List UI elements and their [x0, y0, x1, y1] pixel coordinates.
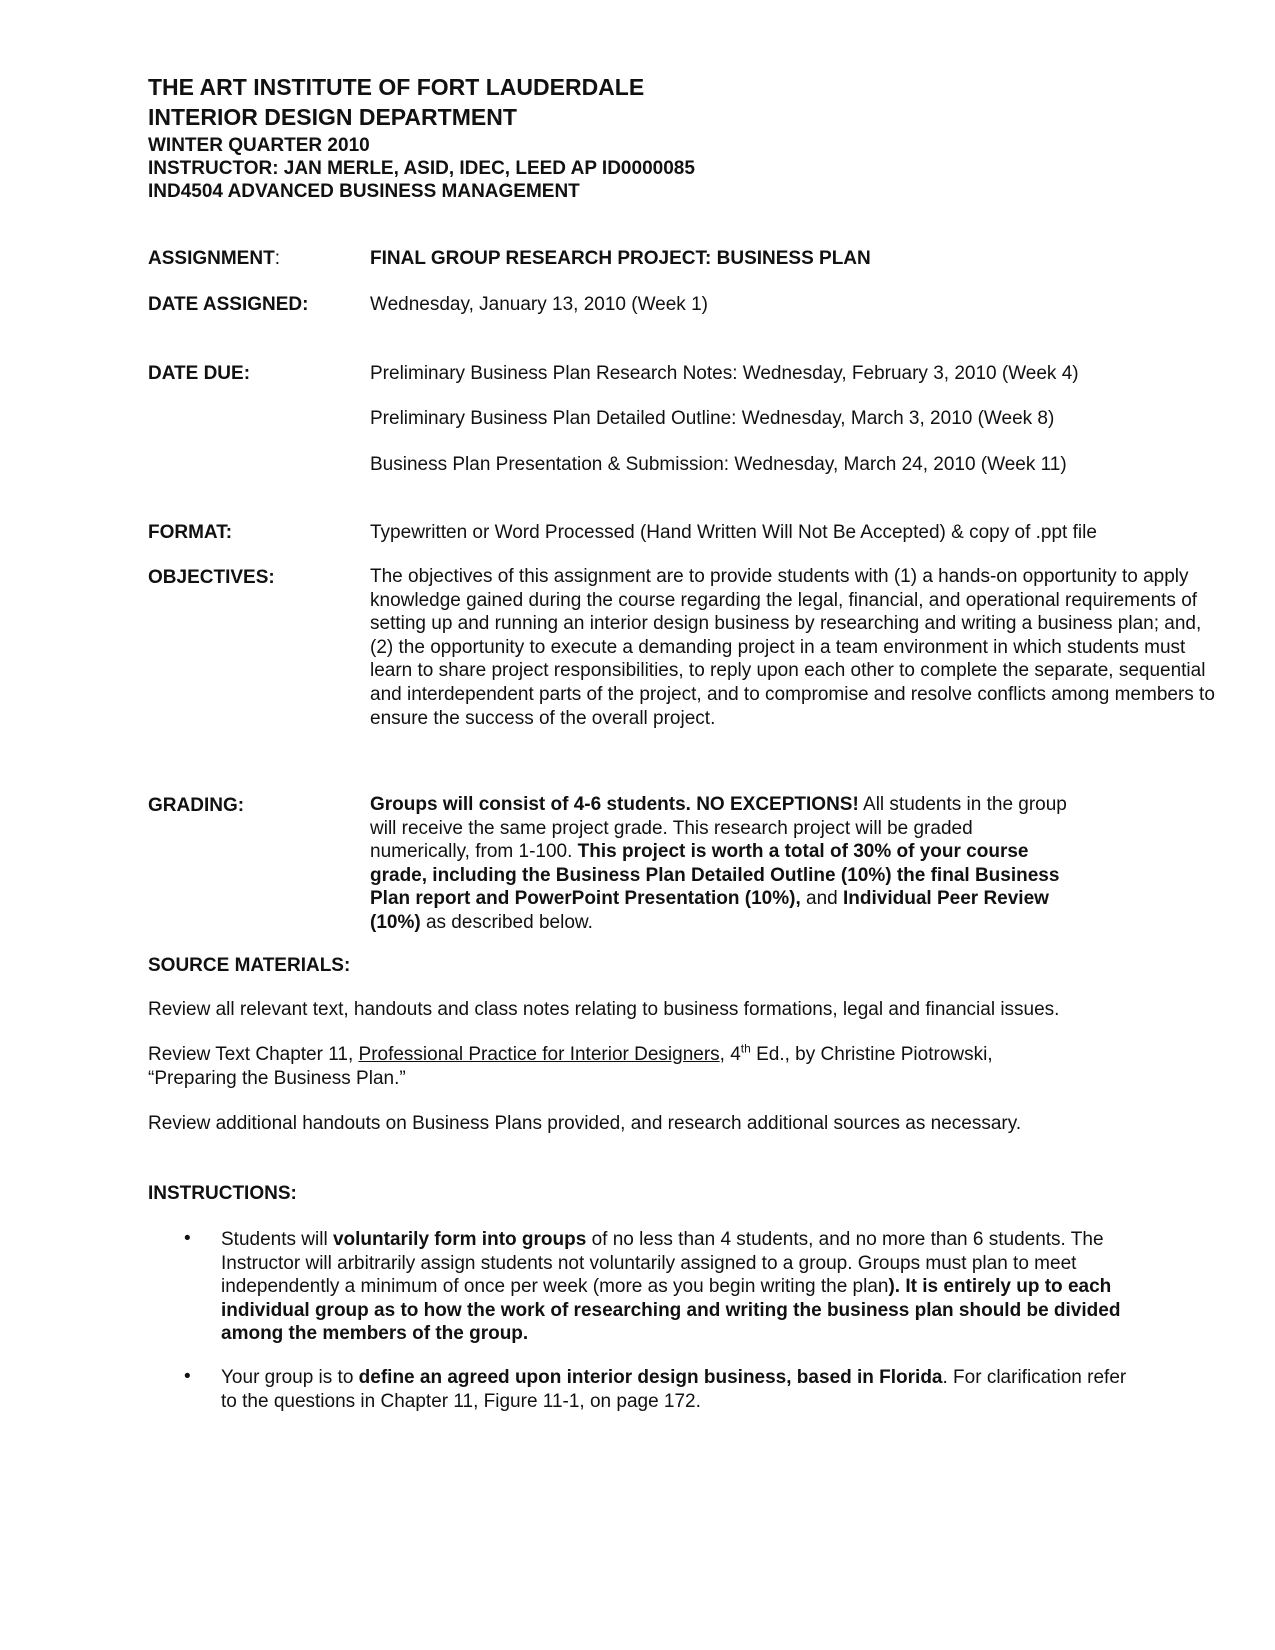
department-title: INTERIOR DESIGN DEPARTMENT: [148, 104, 517, 130]
objectives-label: OBJECTIVES:: [148, 567, 275, 588]
date-due-label: DATE DUE:: [148, 363, 251, 384]
book-title: Professional Practice for Interior Designers: [358, 1044, 720, 1065]
instructions-label: INSTRUCTIONS:: [148, 1183, 297, 1204]
date-assigned-value: Wednesday, January 13, 2010 (Week 1): [370, 294, 708, 315]
quarter-line: WINTER QUARTER 2010: [148, 135, 370, 156]
date-due-item: Preliminary Business Plan Research Notes: Wednesday, February 3, 2010 (Week 4): [370, 363, 1079, 384]
bullet-icon: •: [184, 1366, 191, 1387]
list-item: Your group is to define an agreed upon interior design business, based in Florida. For clarification refer to the questions in Chapter 11, Figure 11-1, on page 172.: [221, 1367, 1127, 1412]
format-value: Typewritten or Word Processed (Hand Written Will Not Be Accepted) & copy of .ppt file: [370, 522, 1097, 543]
assignment-value: FINAL GROUP RESEARCH PROJECT: BUSINESS PLAN: [370, 248, 871, 269]
objectives-text: The objectives of this assignment are to provide students with (1) a hands-on opportunity to apply knowledge gained during the course regarding the legal, financial, and operational requirements of setting up and running an interior design business by researching and writing a business plan; and, (2) the opportunity to execute a demanding project in a team environment in which students must learn to share project responsibilities, to reply upon each other to complete the separate, sequential and interdependent parts of the project, and to compromise and resolve conflicts among members to ensure the success of the overall project.: [370, 566, 1215, 729]
instructor-line: INSTRUCTOR: JAN MERLE, ASID, IDEC, LEED AP ID0000085: [148, 158, 695, 179]
source-materials-para: Review additional handouts on Business Plans provided, and research additional sources as necessary.: [148, 1113, 1022, 1134]
source-materials-para: Review all relevant text, handouts and class notes relating to business formations, legal and financial issues.: [148, 999, 1060, 1020]
grading-text: Groups will consist of 4-6 students. NO EXCEPTIONS! All students in the group will receive the same project grade. This research project will be graded numerically, from 1-100. This project is worth a total of 30% of your course grade, including the Business Plan Detailed Outline (10%) the final Business Plan report and PowerPoint Presentation (10%), and Individual Peer Review (10%) as described below.: [370, 794, 1067, 933]
assignment-label: ASSIGNMENT:: [148, 248, 280, 269]
grading-label: GRADING:: [148, 795, 245, 816]
date-due-item: Business Plan Presentation & Submission: Wednesday, March 24, 2010 (Week 11): [370, 454, 1067, 475]
format-label: FORMAT:: [148, 522, 233, 543]
institution-title: THE ART INSTITUTE OF FORT LAUDERDALE: [148, 74, 645, 100]
source-materials-label: SOURCE MATERIALS:: [148, 955, 351, 976]
date-assigned-label: DATE ASSIGNED:: [148, 294, 309, 315]
bullet-icon: •: [184, 1228, 191, 1249]
source-materials-para: Review Text Chapter 11, Professional Practice for Interior Designers, 4th Ed., by Christine Piotrowski, “Preparing the Business Plan.”: [148, 1041, 993, 1089]
date-due-item: Preliminary Business Plan Detailed Outline: Wednesday, March 3, 2010 (Week 8): [370, 408, 1055, 429]
course-line: IND4504 ADVANCED BUSINESS MANAGEMENT: [148, 181, 580, 202]
list-item: Students will voluntarily form into groups of no less than 4 students, and no more than 6 students. The Instructor will arbitrarily assign students not voluntarily assigned to a group. Groups must plan to meet independently a minimum of once per week (more as you begin writing the plan). It is entirely up to each individual group as to how the work of researching and writing the business plan should be divided among the members of the group.: [221, 1229, 1121, 1345]
